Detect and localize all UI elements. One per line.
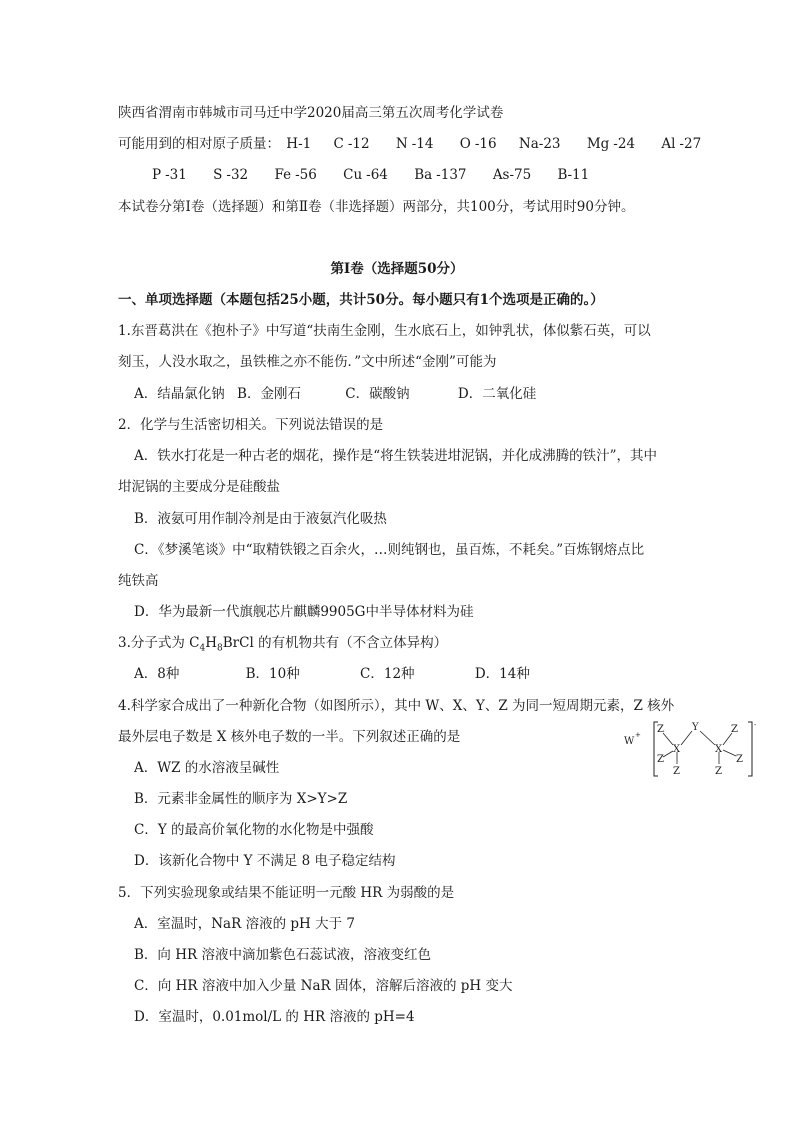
- q3-stem: 3.分子式为 $C_4H_8BrCl$ 的有机物共有（不含立体异构）: [118, 635, 448, 654]
- atomic-masses-label: 可能用到的相对原子质量：: [118, 136, 280, 152]
- mass-p: P -31: [152, 167, 187, 183]
- q4-structure-diagram: [622, 718, 762, 782]
- q5-option-a[interactable]: A．室温时，NaR 溶液的 pH 大于 7: [134, 916, 355, 932]
- q2-option-a-line-2: 坩泥锅的主要成分是硅酸盐: [118, 479, 280, 495]
- atom-z-4: Z: [731, 724, 738, 735]
- q1-option-a[interactable]: A．结晶氯化钠: [134, 386, 225, 402]
- atom-x-2: X: [715, 744, 723, 755]
- mass-as: As-75: [492, 167, 532, 183]
- mass-cu: Cu -64: [343, 167, 388, 183]
- q5-stem: 5．下列实验现象或结果不能证明一元酸 HR 为弱酸的是: [118, 885, 455, 901]
- q1-option-d[interactable]: D．二氧化硅: [457, 386, 537, 402]
- q1-option-c[interactable]: C．碳酸钠: [345, 386, 410, 402]
- q4-stem-line-2: 最外层电子数是 X 核外电子数的一半。下列叙述正确的是: [118, 729, 461, 745]
- q4-option-a[interactable]: A．WZ 的水溶液呈碱性: [134, 760, 280, 776]
- q5-option-b[interactable]: B．向 HR 溶液中滴加紫色石蕊试液，溶液变红色: [134, 947, 431, 963]
- q3-options: [134, 664, 530, 684]
- q2-option-d[interactable]: D．华为最新一代旗舰芯片麒麟9905G中半导体材料为硅: [134, 604, 474, 620]
- q2-option-c-line-2: 纯铁高: [118, 573, 159, 589]
- atom-z-5: Z: [736, 754, 743, 765]
- q1-option-b[interactable]: B．金刚石: [237, 386, 301, 402]
- q4-option-c[interactable]: C．Y 的最高价氧化物的水化物是中强酸: [134, 822, 374, 838]
- section-title: 第Ⅰ卷（选择题50分）: [330, 261, 464, 277]
- cation-charge: +: [635, 731, 641, 739]
- mass-mg: Mg -24: [586, 136, 636, 152]
- mass-o: O -16: [459, 136, 497, 152]
- mass-n: N -14: [395, 136, 434, 152]
- atom-x-1: X: [673, 744, 681, 755]
- exam-title: 陕西省渭南市韩城市司马迁中学2020届高三第五次周考化学试卷: [118, 105, 504, 121]
- atom-z-6: Z: [715, 766, 722, 777]
- mass-ba: Ba -137: [414, 167, 467, 183]
- q1-stem-line-2: 刻玉，人没水取之，虽铁椎之亦不能伤．”文中所述“金刚”可能为: [118, 354, 497, 370]
- q2-stem: 2．化学与生活密切相关。下列说法错误的是: [118, 417, 384, 433]
- exam-intro: 本试卷分第Ⅰ卷（选择题）和第Ⅱ卷（非选择题）两部分，共100分，考试用时90分钟。: [118, 199, 635, 215]
- mass-b: B-11: [557, 167, 590, 183]
- q5-option-d[interactable]: D．室温时，0.01mol/L 的 HR 溶液的 pH=4: [134, 1009, 415, 1025]
- atom-z-2: Z: [657, 754, 664, 765]
- q3-option-b[interactable]: B．10种: [245, 666, 300, 682]
- anion-charge: -: [754, 721, 757, 729]
- q5-option-c[interactable]: C．向 HR 溶液中加入少量 NaR 固体，溶解后溶液的 pH 变大: [134, 978, 513, 994]
- atomic-masses-row-1: [118, 134, 701, 154]
- structure-svg: [622, 718, 762, 782]
- mass-c: C -12: [333, 136, 370, 152]
- q3-option-c[interactable]: C．12种: [360, 666, 415, 682]
- q1-options: [134, 384, 536, 404]
- q4-stem-line-1: 4.科学家合成出了一种新化合物（如图所示），其中 W、X、Y、Z 为同一短周期元素，Z 核外: [118, 698, 675, 714]
- atom-z-3: Z: [673, 766, 680, 777]
- section-heading: 一、单项选择题（本题包括25小题，共计50分。每小题只有1个选项是正确的。）: [118, 292, 604, 308]
- mass-al: Al -27: [661, 136, 702, 152]
- mass-s: S -32: [213, 167, 249, 183]
- right-bracket: [748, 722, 752, 776]
- q2-option-c-line-1[interactable]: C．《梦溪笔谈》中“取精铁锻之百余火，…则纯钢也，虽百炼，不耗矣。”百炼钢熔点比: [134, 542, 645, 558]
- mass-fe: Fe -56: [274, 167, 317, 183]
- q2-option-b[interactable]: B．液氨可用作制冷剂是由于液氨汽化吸热: [134, 511, 387, 527]
- mass-na: Na-23: [518, 136, 561, 152]
- atom-z-1: Z: [657, 724, 664, 735]
- cation-w-label: W: [624, 736, 635, 747]
- q3-option-a[interactable]: A．8种: [134, 666, 180, 682]
- mass-h: H-1: [286, 136, 312, 152]
- atom-y: Y: [692, 722, 699, 733]
- q4-option-d[interactable]: D．该新化合物中 Y 不满足 8 电子稳定结构: [134, 853, 396, 869]
- q4-option-b[interactable]: B．元素非金属性的顺序为 X>Y>Z: [134, 791, 348, 807]
- atomic-masses-row-2: [152, 165, 589, 185]
- q3-option-d[interactable]: D．14种: [474, 666, 530, 682]
- q1-stem-line-1: 1.东晋葛洪在《抱朴子》中写道“扶南生金刚，生水底石上，如钟乳状，体似紫石英，可以: [118, 323, 651, 339]
- q2-option-a-line-1[interactable]: A．铁水打花是一种古老的烟花，操作是“将生铁装进坩泥锅，并化成沸腾的铁汁”，其中: [134, 448, 658, 464]
